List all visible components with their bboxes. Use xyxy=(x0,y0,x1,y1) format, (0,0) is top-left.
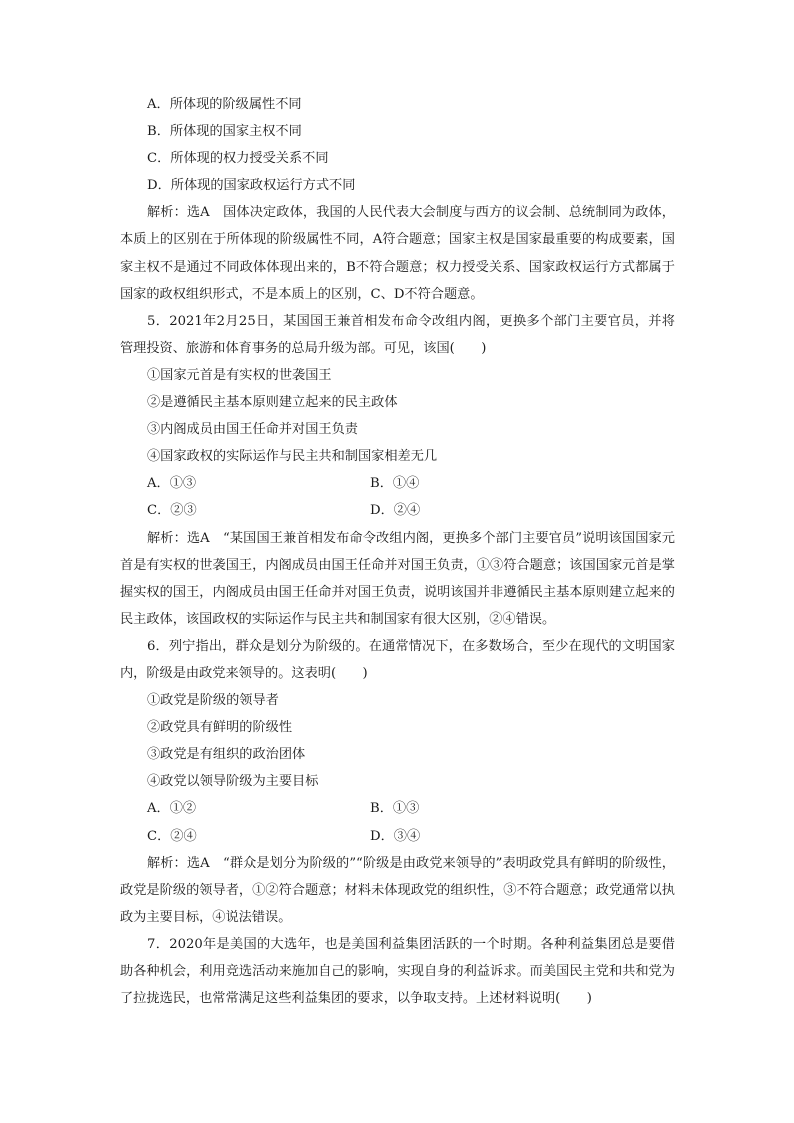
q6-statement-4: ④政党以领导阶级为主要目标 xyxy=(147,774,319,790)
document-page xyxy=(120,91,675,1012)
q5-statement-3: ③内阁成员由国王任命并对国王负责 xyxy=(147,422,358,438)
q5-stem: 5．2021年2月25日，某国国王兼首相发布命令改组内阁，更换多个部门主要官员，并将管理投资、旅游和体育事务的总局升级为部。可见，该国( ) xyxy=(120,313,675,356)
q4-option-b: B．所体现的国家主权不同 xyxy=(147,124,302,140)
q6-choice-b: B．①③ xyxy=(370,801,420,817)
q4-analysis: 解析：选A 国体决定政体，我国的人民代表大会制度与西方的议会制、总统制同为政体，本质上的区别在于所体现的阶级属性不同，A符合题意；国家主权是国家最重要的构成要素，国家主权不是通过不同政体体现出来的，B不符合题意；权力授受关系、国家政权运行方式都属于国家的政权组织形式，不是本质上的区别，C、D不符合题意。 xyxy=(120,205,675,302)
q6-choices-row-1 xyxy=(120,795,675,822)
q5-choices-row-2 xyxy=(120,497,675,524)
q5-statement-1: ①国家元首是有实权的世袭国王 xyxy=(147,367,332,383)
q4-option-c: C．所体现的权力授受关系不同 xyxy=(147,151,329,167)
q5-choice-a: A．①③ xyxy=(147,476,197,492)
q6-statement-3: ③政党是有组织的政治团体 xyxy=(147,747,306,763)
q6-choice-d: D．③④ xyxy=(370,828,421,844)
q4-option-a: A．所体现的阶级属性不同 xyxy=(147,97,302,112)
q6-statement-2: ②政党具有鲜明的阶级性 xyxy=(147,720,293,736)
q5-statement-4: ④国家政权的实际运作与民主共和制国家相差无几 xyxy=(147,449,438,465)
q7-stem: 7．2020年是美国的大选年，也是美国利益集团活跃的一个时期。各种利益集团总是要借助各种机会，利用竞选活动来施加自己的影响，实现自身的利益诉求。而美国民主党和共和党为了拉拢选民，也常常满足这些利益集团的要求，以争取支持。上述材料说明( ) xyxy=(120,936,675,1007)
q6-stem: 6．列宁指出，群众是划分为阶级的。在通常情况下，在多数场合，至少在现代的文明国家内，阶级是由政党来领导的。这表明( ) xyxy=(120,638,675,681)
q6-choice-c: C．②④ xyxy=(147,828,197,844)
q6-analysis: 解析：选A “群众是划分为阶级的”“阶级是由政党来领导的”表明政党具有鲜明的阶级性，政党是阶级的领导者，①②符合题意；材料未体现政党的组织性，③不符合题意；政党通常以执政为主要目标，④说法错误。 xyxy=(120,855,675,925)
q5-analysis: 解析：选A “某国国王兼首相发布命令改组内阁，更换多个部门主要官员”说明该国国家元首是有实权的世袭国王，内阁成员由国王任命并对国王负责，①③符合题意；该国国家元首是掌握实权的国王，内阁成员由国王任命并对国王负责，说明该国并非遵循民主基本原则建立起来的民主政体，该国政权的实际运作与民主共和制国家有很大区别，②④错误。 xyxy=(120,530,675,627)
q6-choice-a: A．①② xyxy=(147,801,197,817)
q5-choice-d: D．②④ xyxy=(370,503,421,519)
q5-choices-row-1 xyxy=(120,470,675,497)
q5-statement-2: ②是遵循民主基本原则建立起来的民主政体 xyxy=(147,395,398,411)
q6-statement-1: ①政党是阶级的领导者 xyxy=(147,693,279,709)
q6-choices-row-2 xyxy=(120,823,675,850)
q4-option-d: D．所体现的国家政权运行方式不同 xyxy=(147,178,356,194)
q5-choice-b: B．①④ xyxy=(370,476,420,492)
q5-choice-c: C．②③ xyxy=(147,503,197,519)
